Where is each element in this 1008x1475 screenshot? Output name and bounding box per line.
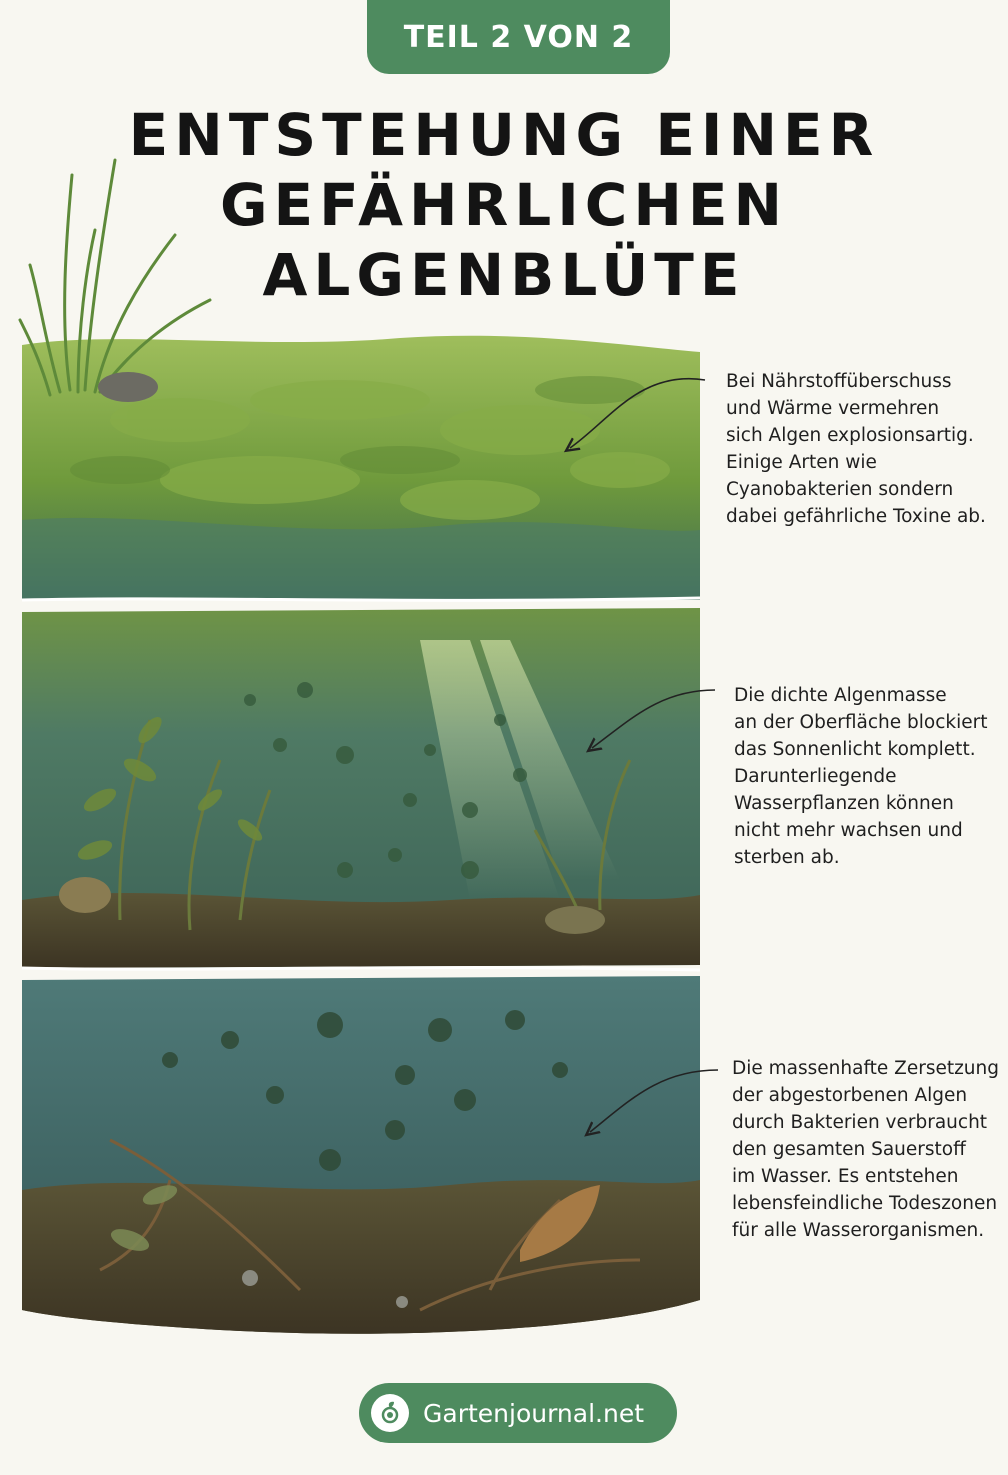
title-line-2: GEFÄHRLICHEN: [219, 171, 789, 239]
site-name: Gartenjournal.net: [423, 1398, 645, 1428]
site-brand-badge[interactable]: [359, 1383, 677, 1443]
part-badge: TEIL 2 VON 2: [367, 0, 670, 74]
blocked-light-panel: [22, 608, 700, 970]
title-line-1: ENTSTEHUNG EINER: [128, 101, 880, 169]
caption-oxygen-depletion: Die massenhafte Zersetzung der abgestorbenen Algen durch Bakterien verbraucht den gesamten Sauerstoff im Wasser. Es entstehen lebensfeindliche Todeszonen für alle Wasserorganismen.: [732, 1058, 999, 1241]
caption-surface-bloom: Bei Nährstoffüberschuss und Wärme vermehren sich Algen explosionsartig. Einige Arten wie Cyanobakterien sondern dabei gefährliche Toxine ab.: [726, 371, 986, 527]
snail-leaf-icon: [371, 1394, 409, 1432]
dead-zone-panel: [22, 976, 700, 1334]
caption-light-blocked: Die dichte Algenmasse an der Oberfläche blockiert das Sonnenlicht komplett. Darunterliegende Wasserpflanzen können nicht mehr wachsen und sterben ab.: [734, 685, 988, 868]
surface-algae-panel: [20, 160, 700, 600]
title-line-3: ALGENBLÜTE: [262, 241, 746, 309]
